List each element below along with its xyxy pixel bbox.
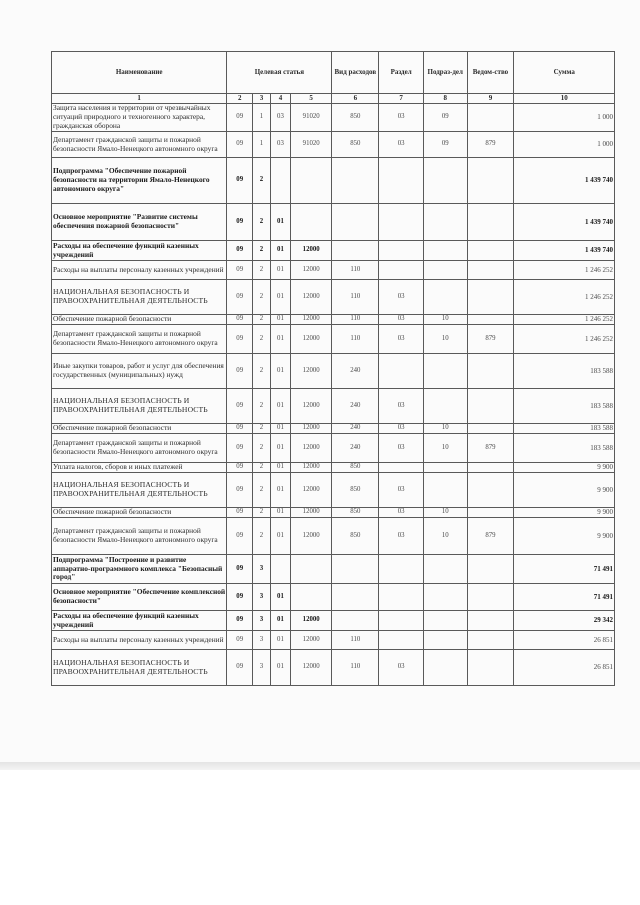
target-article-subprogram-cell: 2 — [253, 158, 271, 204]
row-name-cell: НАЦИОНАЛЬНАЯ БЕЗОПАСНОСТЬ И ПРАВООХРАНИТЕЛЬНАЯ ДЕЯТЕЛЬНОСТЬ — [52, 280, 227, 315]
expense-type-cell: 850 — [332, 518, 379, 555]
target-article-subprogram-cell: 2 — [253, 241, 271, 261]
row-name-cell: НАЦИОНАЛЬНАЯ БЕЗОПАСНОСТЬ И ПРАВООХРАНИТЕЛЬНАЯ ДЕЯТЕЛЬНОСТЬ — [52, 473, 227, 508]
column-number: 9 — [467, 94, 514, 104]
subsection-cell — [423, 631, 467, 650]
target-article-activity-cell: 01 — [270, 518, 290, 555]
section-cell — [379, 631, 424, 650]
sum-cell: 1 000 — [514, 132, 615, 158]
target-article-direction-cell: 12000 — [291, 473, 332, 508]
target-article-activity-cell: 01 — [270, 584, 290, 611]
section-cell: 03 — [379, 424, 424, 434]
expense-type-cell: 850 — [332, 104, 379, 132]
row-name-cell: Основное мероприятие "Обеспечение комплексной безопасности" — [52, 584, 227, 611]
section-cell: 03 — [379, 132, 424, 158]
target-article-activity-cell: 01 — [270, 473, 290, 508]
subsection-cell — [423, 261, 467, 280]
table-row — [52, 508, 615, 518]
target-article-subprogram-cell: 2 — [253, 354, 271, 389]
target-article-direction-cell: 12000 — [291, 389, 332, 424]
department-cell: 879 — [467, 325, 514, 354]
subsection-cell — [423, 280, 467, 315]
target-article-activity-cell: 03 — [270, 132, 290, 158]
target-article-program-cell: 09 — [227, 463, 253, 473]
section-cell: 03 — [379, 650, 424, 686]
subsection-cell — [423, 611, 467, 631]
row-name-cell: НАЦИОНАЛЬНАЯ БЕЗОПАСНОСТЬ И ПРАВООХРАНИТЕЛЬНАЯ ДЕЯТЕЛЬНОСТЬ — [52, 650, 227, 686]
section-cell — [379, 204, 424, 241]
target-article-direction-cell — [291, 158, 332, 204]
sum-cell: 9 900 — [514, 473, 615, 508]
table-row — [52, 241, 615, 261]
row-name-cell: Основное мероприятие "Развитие системы обеспечения пожарной безопасности" — [52, 204, 227, 241]
target-article-activity-cell: 01 — [270, 424, 290, 434]
target-article-subprogram-cell: 2 — [253, 463, 271, 473]
section-cell: 03 — [379, 473, 424, 508]
sum-cell: 1 000 — [514, 104, 615, 132]
row-name-cell: Уплата налогов, сборов и иных платежей — [52, 463, 227, 473]
target-article-subprogram-cell: 3 — [253, 555, 271, 584]
target-article-activity-cell: 01 — [270, 280, 290, 315]
expense-type-cell: 850 — [332, 508, 379, 518]
expense-type-cell: 240 — [332, 354, 379, 389]
subsection-cell — [423, 389, 467, 424]
target-article-direction-cell: 12000 — [291, 424, 332, 434]
row-name-cell: НАЦИОНАЛЬНАЯ БЕЗОПАСНОСТЬ И ПРАВООХРАНИТЕЛЬНАЯ ДЕЯТЕЛЬНОСТЬ — [52, 389, 227, 424]
target-article-subprogram-cell: 2 — [253, 389, 271, 424]
column-number: 6 — [332, 94, 379, 104]
subsection-cell — [423, 241, 467, 261]
budget-table — [51, 51, 615, 686]
target-article-program-cell: 09 — [227, 518, 253, 555]
target-article-direction-cell: 12000 — [291, 315, 332, 325]
target-article-subprogram-cell: 2 — [253, 508, 271, 518]
expense-type-cell: 850 — [332, 132, 379, 158]
section-cell: 03 — [379, 315, 424, 325]
table-row — [52, 204, 615, 241]
sum-cell: 1 439 740 — [514, 241, 615, 261]
target-article-subprogram-cell: 2 — [253, 261, 271, 280]
target-article-activity-cell — [270, 555, 290, 584]
target-article-direction-cell: 12000 — [291, 631, 332, 650]
department-cell — [467, 261, 514, 280]
target-article-program-cell: 09 — [227, 389, 253, 424]
section-cell: 03 — [379, 434, 424, 463]
target-article-program-cell: 09 — [227, 261, 253, 280]
target-article-activity-cell: 01 — [270, 204, 290, 241]
subsection-cell: 10 — [423, 325, 467, 354]
expense-type-cell: 240 — [332, 424, 379, 434]
target-article-program-cell: 09 — [227, 132, 253, 158]
target-article-program-cell: 09 — [227, 241, 253, 261]
subsection-cell — [423, 354, 467, 389]
section-cell — [379, 241, 424, 261]
department-cell — [467, 204, 514, 241]
expense-type-cell: 240 — [332, 434, 379, 463]
target-article-subprogram-cell: 2 — [253, 325, 271, 354]
target-article-direction-cell: 12000 — [291, 650, 332, 686]
table-row — [52, 132, 615, 158]
subsection-cell: 09 — [423, 104, 467, 132]
sum-cell: 9 900 — [514, 518, 615, 555]
table-row — [52, 584, 615, 611]
table-row — [52, 261, 615, 280]
sum-cell: 9 900 — [514, 463, 615, 473]
subsection-cell — [423, 158, 467, 204]
column-number: 7 — [379, 94, 424, 104]
table-body — [52, 104, 615, 686]
subsection-cell: 10 — [423, 315, 467, 325]
target-article-program-cell: 09 — [227, 650, 253, 686]
table-row — [52, 104, 615, 132]
department-cell: 879 — [467, 434, 514, 463]
table-row — [52, 611, 615, 631]
column-number: 2 — [227, 94, 253, 104]
target-article-activity-cell: 01 — [270, 463, 290, 473]
department-cell — [467, 555, 514, 584]
target-article-program-cell: 09 — [227, 555, 253, 584]
department-cell — [467, 315, 514, 325]
sum-cell: 71 491 — [514, 584, 615, 611]
target-article-program-cell: 09 — [227, 631, 253, 650]
target-article-direction-cell: 91020 — [291, 104, 332, 132]
target-article-activity-cell: 01 — [270, 261, 290, 280]
column-number: 1 — [52, 94, 227, 104]
target-article-direction-cell — [291, 204, 332, 241]
header-row — [52, 52, 615, 94]
target-article-direction-cell: 12000 — [291, 434, 332, 463]
sum-cell: 1 246 252 — [514, 261, 615, 280]
target-article-activity-cell: 01 — [270, 389, 290, 424]
target-article-program-cell: 09 — [227, 325, 253, 354]
target-article-subprogram-cell: 2 — [253, 434, 271, 463]
target-article-subprogram-cell: 3 — [253, 631, 271, 650]
subsection-cell — [423, 463, 467, 473]
subsection-cell: 09 — [423, 132, 467, 158]
row-name-cell: Обеспечение пожарной безопасности — [52, 315, 227, 325]
target-article-program-cell: 09 — [227, 508, 253, 518]
column-number: 4 — [270, 94, 290, 104]
target-article-activity-cell: 01 — [270, 325, 290, 354]
target-article-program-cell: 09 — [227, 354, 253, 389]
expense-type-cell — [332, 611, 379, 631]
header-name: Наименование — [52, 52, 227, 94]
target-article-subprogram-cell: 3 — [253, 650, 271, 686]
table-row — [52, 463, 615, 473]
department-cell — [467, 463, 514, 473]
target-article-direction-cell: 12000 — [291, 354, 332, 389]
target-article-activity-cell: 01 — [270, 434, 290, 463]
target-article-program-cell: 09 — [227, 434, 253, 463]
department-cell — [467, 241, 514, 261]
expense-type-cell: 110 — [332, 280, 379, 315]
column-number: 5 — [291, 94, 332, 104]
target-article-subprogram-cell: 2 — [253, 424, 271, 434]
sum-cell: 1 439 740 — [514, 204, 615, 241]
row-name-cell: Иные закупки товаров, работ и услуг для обеспечения государственных (муниципальных) нужд — [52, 354, 227, 389]
sum-cell: 9 900 — [514, 508, 615, 518]
target-article-subprogram-cell: 3 — [253, 584, 271, 611]
expense-type-cell: 240 — [332, 389, 379, 424]
department-cell — [467, 611, 514, 631]
table-header — [52, 52, 615, 104]
section-cell — [379, 584, 424, 611]
table-row — [52, 280, 615, 315]
department-cell — [467, 104, 514, 132]
expense-type-cell — [332, 241, 379, 261]
department-cell — [467, 473, 514, 508]
target-article-activity-cell: 01 — [270, 631, 290, 650]
target-article-direction-cell: 12000 — [291, 325, 332, 354]
target-article-direction-cell: 12000 — [291, 508, 332, 518]
expense-type-cell: 110 — [332, 261, 379, 280]
department-cell — [467, 280, 514, 315]
target-article-direction-cell — [291, 584, 332, 611]
table-row — [52, 434, 615, 463]
department-cell — [467, 650, 514, 686]
target-article-activity-cell: 01 — [270, 241, 290, 261]
section-cell: 03 — [379, 104, 424, 132]
target-article-activity-cell — [270, 158, 290, 204]
subsection-cell: 10 — [423, 518, 467, 555]
target-article-subprogram-cell: 3 — [253, 611, 271, 631]
section-cell: 03 — [379, 280, 424, 315]
row-name-cell: Расходы на выплаты персоналу казенных учреждений — [52, 261, 227, 280]
sum-cell: 29 342 — [514, 611, 615, 631]
expense-type-cell — [332, 555, 379, 584]
section-cell — [379, 261, 424, 280]
target-article-subprogram-cell: 1 — [253, 132, 271, 158]
expense-type-cell: 850 — [332, 463, 379, 473]
table-row — [52, 158, 615, 204]
table-row — [52, 325, 615, 354]
subsection-cell — [423, 584, 467, 611]
section-cell: 03 — [379, 518, 424, 555]
sum-cell: 183 588 — [514, 434, 615, 463]
table-row — [52, 424, 615, 434]
department-cell — [467, 424, 514, 434]
expense-type-cell: 110 — [332, 325, 379, 354]
expense-type-cell — [332, 204, 379, 241]
target-article-activity-cell: 01 — [270, 611, 290, 631]
target-article-subprogram-cell: 2 — [253, 204, 271, 241]
target-article-subprogram-cell: 2 — [253, 473, 271, 508]
section-cell — [379, 463, 424, 473]
subsection-cell — [423, 555, 467, 584]
target-article-activity-cell: 01 — [270, 354, 290, 389]
table-row — [52, 473, 615, 508]
expense-type-cell: 850 — [332, 473, 379, 508]
target-article-direction-cell: 12000 — [291, 463, 332, 473]
target-article-direction-cell — [291, 555, 332, 584]
target-article-program-cell: 09 — [227, 204, 253, 241]
target-article-direction-cell: 12000 — [291, 518, 332, 555]
table-row — [52, 555, 615, 584]
expense-type-cell: 110 — [332, 650, 379, 686]
header-department: Ведом-ство — [467, 52, 514, 94]
row-name-cell: Расходы на обеспечение функций казенных учреждений — [52, 241, 227, 261]
target-article-direction-cell: 12000 — [291, 611, 332, 631]
target-article-program-cell: 09 — [227, 473, 253, 508]
target-article-activity-cell: 01 — [270, 508, 290, 518]
header-expense-type: Вид расходов — [332, 52, 379, 94]
section-cell — [379, 354, 424, 389]
header-subsection: Подраз-дел — [423, 52, 467, 94]
row-name-cell: Департамент гражданской защиты и пожарной безопасности Ямало-Ненецкого автономного округа — [52, 518, 227, 555]
column-number: 8 — [423, 94, 467, 104]
target-article-subprogram-cell: 2 — [253, 518, 271, 555]
header-section: Раздел — [379, 52, 424, 94]
section-cell — [379, 158, 424, 204]
subsection-cell — [423, 650, 467, 686]
target-article-program-cell: 09 — [227, 315, 253, 325]
target-article-direction-cell: 91020 — [291, 132, 332, 158]
section-cell — [379, 555, 424, 584]
sum-cell: 71 491 — [514, 555, 615, 584]
sum-cell: 183 588 — [514, 424, 615, 434]
department-cell: 879 — [467, 518, 514, 555]
sum-cell: 1 246 252 — [514, 315, 615, 325]
department-cell — [467, 389, 514, 424]
table-row — [52, 650, 615, 686]
table-row — [52, 315, 615, 325]
row-name-cell: Подпрограмма "Обеспечение пожарной безопасности на территории Ямало-Ненецкого автономного округа" — [52, 158, 227, 204]
table-row — [52, 631, 615, 650]
sum-cell: 183 588 — [514, 354, 615, 389]
target-article-program-cell: 09 — [227, 104, 253, 132]
target-article-direction-cell: 12000 — [291, 241, 332, 261]
row-name-cell: Департамент гражданской защиты и пожарной безопасности Ямало-Ненецкого автономного округа — [52, 325, 227, 354]
target-article-program-cell: 09 — [227, 280, 253, 315]
table-row — [52, 389, 615, 424]
sum-cell: 1 439 740 — [514, 158, 615, 204]
expense-type-cell — [332, 584, 379, 611]
target-article-activity-cell: 01 — [270, 650, 290, 686]
row-name-cell: Обеспечение пожарной безопасности — [52, 424, 227, 434]
subsection-cell: 10 — [423, 424, 467, 434]
subsection-cell — [423, 473, 467, 508]
expense-type-cell — [332, 158, 379, 204]
department-cell — [467, 508, 514, 518]
table-row — [52, 354, 615, 389]
column-number: 3 — [253, 94, 271, 104]
page-bottom-edge — [0, 762, 640, 770]
department-cell — [467, 584, 514, 611]
table-row — [52, 518, 615, 555]
sum-cell: 26 851 — [514, 650, 615, 686]
target-article-activity-cell: 01 — [270, 315, 290, 325]
column-number: 10 — [514, 94, 615, 104]
sum-cell: 1 246 252 — [514, 325, 615, 354]
target-article-direction-cell: 12000 — [291, 261, 332, 280]
target-article-program-cell: 09 — [227, 611, 253, 631]
target-article-subprogram-cell: 2 — [253, 315, 271, 325]
subsection-cell — [423, 204, 467, 241]
department-cell — [467, 354, 514, 389]
target-article-program-cell: 09 — [227, 424, 253, 434]
row-name-cell: Департамент гражданской защиты и пожарной безопасности Ямало-Ненецкого автономного округа — [52, 132, 227, 158]
target-article-activity-cell: 03 — [270, 104, 290, 132]
sum-cell: 183 588 — [514, 389, 615, 424]
subsection-cell: 10 — [423, 508, 467, 518]
row-name-cell: Обеспечение пожарной безопасности — [52, 508, 227, 518]
subsection-cell: 10 — [423, 434, 467, 463]
section-cell: 03 — [379, 389, 424, 424]
department-cell — [467, 158, 514, 204]
row-name-cell: Расходы на обеспечение функций казенных учреждений — [52, 611, 227, 631]
row-name-cell: Расходы на выплаты персоналу казенных учреждений — [52, 631, 227, 650]
row-name-cell: Защита населения и территории от чрезвычайных ситуаций природного и техногенного характера, гражданская оборона — [52, 104, 227, 132]
department-cell: 879 — [467, 132, 514, 158]
expense-type-cell: 110 — [332, 631, 379, 650]
column-number-row — [52, 94, 615, 104]
target-article-direction-cell: 12000 — [291, 280, 332, 315]
sum-cell: 26 851 — [514, 631, 615, 650]
target-article-program-cell: 09 — [227, 158, 253, 204]
header-target-article: Целевая статья — [227, 52, 332, 94]
row-name-cell: Департамент гражданской защиты и пожарной безопасности Ямало-Ненецкого автономного округа — [52, 434, 227, 463]
header-sum: Сумма — [514, 52, 615, 94]
target-article-subprogram-cell: 1 — [253, 104, 271, 132]
target-article-subprogram-cell: 2 — [253, 280, 271, 315]
section-cell — [379, 611, 424, 631]
sum-cell: 1 246 252 — [514, 280, 615, 315]
department-cell — [467, 631, 514, 650]
row-name-cell: Подпрограмма "Построение и развитие аппаратно-программного комплекса "Безопасный город" — [52, 555, 227, 584]
section-cell: 03 — [379, 508, 424, 518]
target-article-program-cell: 09 — [227, 584, 253, 611]
expense-type-cell: 110 — [332, 315, 379, 325]
section-cell: 03 — [379, 325, 424, 354]
